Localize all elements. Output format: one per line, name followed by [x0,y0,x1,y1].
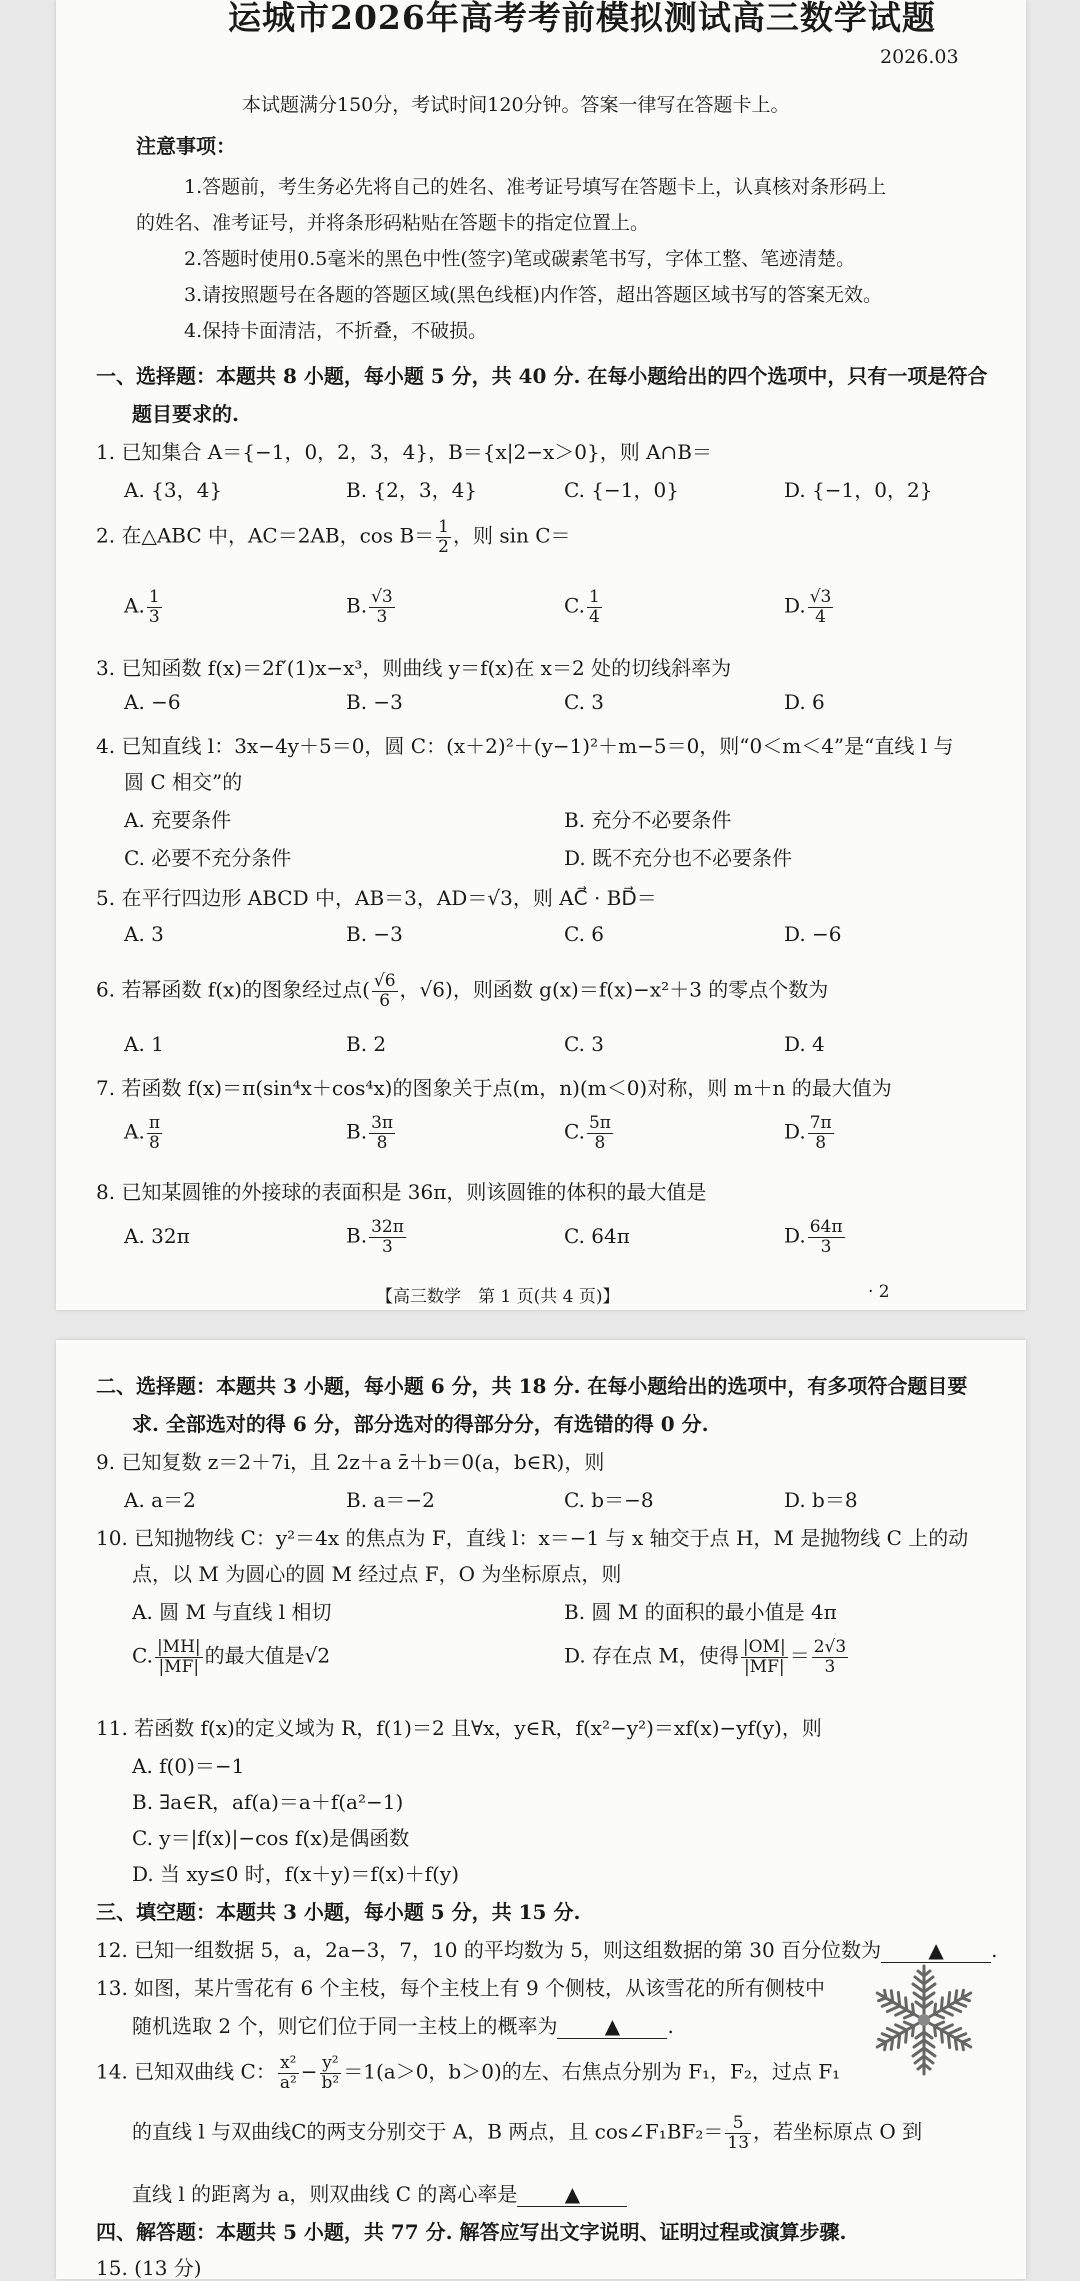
q3-option-b: B. −3 [346,690,403,714]
exam-date: 2026.03 [880,46,959,68]
q13-stem: 13. 如图，某片雪花有 6 个主枝，每个主枝上有 9 个侧枝，从该雪花的所有侧枝中 [96,1976,826,2000]
q4-option-c: C. 必要不充分条件 [124,846,292,870]
q4-option-a: A. 充要条件 [124,808,232,832]
q8-option-c: C. 64π [564,1224,630,1248]
notice-3: 3.请按照题号在各题的答题区域(黑色线框)内作答，超出答题区域书写的答案无效。 [184,284,882,306]
snowflake-figure [864,1960,984,2080]
q10-stem-cont: 点，以 M 为圆心的圆 M 经过点 F，O 为坐标原点，则 [132,1562,622,1586]
q6-option-c: C. 3 [564,1032,605,1056]
q3-option-d: D. 6 [784,690,825,714]
exam-page-1 [56,0,1026,1310]
notice-2: 2.答题时使用0.5毫米的黑色中性(签字)笔或碳素笔书写，字体工整、笔迹清楚。 [184,248,856,270]
section1-heading: 一、选择题：本题共 8 小题，每小题 5 分，共 40 分. 在每小题给出的四个选项中，只有一项是符合 [96,364,988,388]
q8-option-b: B. $\frac{32\pi}{3}$ [346,1217,404,1257]
exam-intro: 本试题满分150分，考试时间120分钟。答案一律写在答题卡上。 [242,94,790,116]
q1-option-b: B. {2，3，4} [346,478,478,502]
q12-answer-blank: ▲ [881,1938,991,1963]
q8-stem: 8. 已知某圆锥的外接球的表面积是 36π，则该圆锥的体积的最大值是 [96,1180,707,1204]
exam-title: 运城市2026年高考考前模拟测试高三数学试题 [228,0,936,37]
q7-stem: 7. 若函数 f(x)＝π(sin⁴x＋cos⁴x)的图象关于点(m，n)(m＜0)对称，则 m＋n 的最大值为 [96,1076,892,1100]
notice-1-cont: 的姓名、准考证号，并将条形码粘贴在答题卡的指定位置上。 [136,212,650,234]
q14-stem: 14. 已知双曲线 C： $\frac{\text{x²}}{\text{a²}}$ − $\frac{\text{y²}}{\text{b²}}$ ＝1(a＞0，b＞0)的左、右焦点分别为 F₁，F₂，过点 F₁ [96,2053,841,2093]
q3-stem: 3. 已知函数 f(x)＝2f′(1)x−x³，则曲线 y＝f(x)在 x＝2 处的切线斜率为 [96,656,732,680]
q6-option-a: A. 1 [124,1032,164,1056]
q4-option-d: D. 既不充分也不必要条件 [564,846,793,870]
q1-option-a: A. {3，4} [124,478,223,502]
q12-stem: 12. 已知一组数据 5，a，2a−3，7，10 的平均数为 5，则这组数据的第 30 百分位数为 ▲ . [96,1938,998,1962]
q6-option-d: D. 4 [784,1032,825,1056]
q8-option-a: A. 32π [124,1224,190,1248]
q5-option-b: B. −3 [346,922,403,946]
notice-heading: 注意事项： [136,134,236,158]
q1-option-c: C. {−1，0} [564,478,679,502]
q7-option-a: A. $\frac{\pi}{8}$ [124,1113,160,1153]
q14-answer-blank: ▲ [517,2182,627,2207]
q10-option-b: B. 圆 M 的面积的最小值是 4π [564,1600,837,1624]
notice-4: 4.保持卡面清洁，不折叠，不破损。 [184,320,488,342]
q2-stem: 2. 在△ABC 中，AC＝2AB，cos B＝ $\frac{1}{2}$ ，则 sin C＝ [96,517,571,557]
q5-stem: 5. 在平行四边形 ABCD 中，AB＝3，AD＝√3，则 AC⃗ · BD⃗＝ [96,886,657,910]
q5-option-a: A. 3 [124,922,164,946]
notice-1: 1.答题前，考生务必先将自己的姓名、准考证号填写在答题卡上，认真核对条形码上 [184,176,887,198]
q11-option-d: D. 当 xy≤0 时，f(x＋y)＝f(x)＋f(y) [132,1862,459,1886]
q8-option-d: D. $\frac{64\pi}{3}$ [784,1217,843,1257]
q3-option-a: A. −6 [124,690,181,714]
q3-option-c: C. 3 [564,690,605,714]
q9-stem: 9. 已知复数 z＝2＋7i，且 2z＋a z̄＋b＝0(a，b∈R)，则 [96,1450,605,1474]
q7-option-d: D. $\frac{7\pi}{8}$ [784,1113,832,1153]
q9-option-a: A. a＝2 [124,1488,196,1512]
q2-option-a: A. $\frac{1}{3}$ [124,587,160,627]
section1-heading-cont: 题目要求的. [132,402,239,426]
q5-option-c: C. 6 [564,922,605,946]
section2-heading-cont: 求. 全部选对的得 6 分，部分选对的得部分分，有选错的得 0 分. [132,1412,709,1436]
q6-option-b: B. 2 [346,1032,387,1056]
section3-heading: 三、填空题：本题共 3 小题，每小题 5 分，共 15 分. [96,1900,581,1924]
exam-page-2 [56,1340,1026,2279]
q9-option-d: D. b＝8 [784,1488,858,1512]
q6-stem: 6. 若幂函数 f(x)的图象经过点( $\frac{√6}{6}$ ，√6)，则函数 g(x)＝f(x)−x²＋3 的零点个数为 [96,971,829,1011]
q14-stem-line3: 直线 l 的距离为 a，则双曲线 C 的离心率是 ▲ [132,2178,627,2207]
q15-partial: 15. (13 分) [96,2256,202,2280]
q4-option-b: B. 充分不必要条件 [564,808,732,832]
section4-heading: 四、解答题：本题共 5 小题，共 77 分. 解答应写出文字说明、证明过程或演算步骤. [96,2220,847,2244]
q11-option-c: C. y＝|f(x)|−cos f(x)是偶函数 [132,1826,410,1850]
q10-option-c: C. $\frac{|MH|}{|MF|}$ 的最大值是√2 [132,1637,331,1677]
q13-answer-blank: ▲ [557,2014,667,2039]
q13-stem-cont: 随机选取 2 个，则它们位于同一主枝上的概率为 ▲ . [132,2014,674,2038]
section2-heading: 二、选择题：本题共 3 小题，每小题 6 分，共 18 分. 在每小题给出的选项中，有多项符合题目要 [96,1374,968,1398]
q1-stem: 1. 已知集合 A＝{−1，0，2，3，4}，B＝{x|2−x＞0}，则 A∩B＝ [96,440,712,464]
q5-option-d: D. −6 [784,922,842,946]
q9-option-c: C. b＝−8 [564,1488,654,1512]
q11-stem: 11. 若函数 f(x)的定义域为 R，f(1)＝2 且∀x，y∈R，f(x²−y²)＝xf(x)−yf(y)，则 [96,1716,822,1740]
q4-stem-cont: 圆 C 相交”的 [124,770,243,794]
q11-option-b: B. ∃a∈R，af(a)＝a＋f(a²−1) [132,1790,404,1814]
q7-option-c: C. $\frac{5\pi}{8}$ [564,1113,611,1153]
q7-option-b: B. $\frac{3\pi}{8}$ [346,1113,394,1153]
q10-stem: 10. 已知抛物线 C：y²＝4x 的焦点为 F，直线 l：x＝−1 与 x 轴交于点 H，M 是抛物线 C 上的动 [96,1526,969,1550]
q10-option-d: D. 存在点 M，使得 $\frac{|OM|}{|MF|}$ ＝ $\frac{2√3}{3}$ [564,1637,847,1677]
page-footer-mark: · 2 [868,1282,890,1302]
q2-option-d: D. $\frac{√3}{4}$ [784,587,832,627]
q2-option-c: C. $\frac{1}{4}$ [564,587,600,627]
q1-option-d: D. {−1，0，2} [784,478,933,502]
q2-option-b: B. $\frac{√3}{3}$ [346,587,393,627]
q10-option-a: A. 圆 M 与直线 l 相切 [132,1600,332,1624]
page-footer: 【高三数学 第 1 页(共 4 页)】 [376,1287,620,1307]
q11-option-a: A. f(0)＝−1 [132,1754,245,1778]
q4-stem: 4. 已知直线 l：3x−4y＋5＝0，圆 C：(x＋2)²＋(y−1)²＋m−5＝0，则“0＜m＜4”是“直线 l 与 [96,734,954,758]
q14-stem-line2: 的直线 l 与双曲线C的两支分别交于 A，B 两点，且 cos∠F₁BF₂＝ $\frac{5}{13}$ ，若坐标原点 O 到 [132,2113,923,2153]
q9-option-b: B. a＝−2 [346,1488,435,1512]
